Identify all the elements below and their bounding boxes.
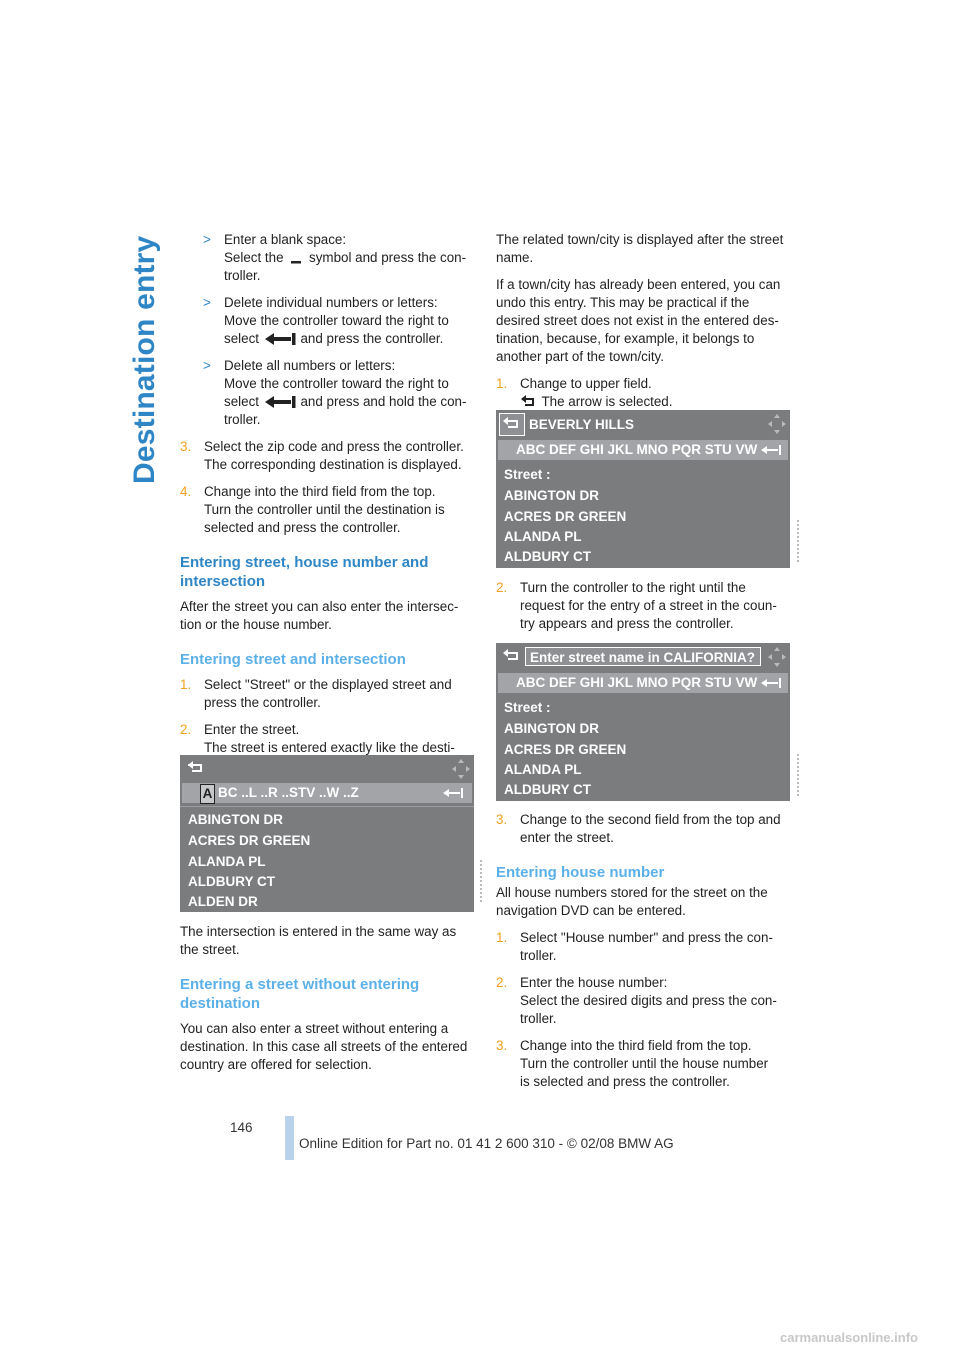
left-column	[180, 231, 476, 784]
nav-screen-country-street	[496, 643, 790, 801]
street-list-item[interactable]: ALDBURY CT	[504, 782, 591, 797]
street-list-item[interactable]: ALDBURY CT	[504, 549, 591, 564]
street-label[interactable]: Street :	[504, 467, 551, 482]
subsection-heading: Entering street and intersection	[180, 651, 406, 668]
subsection-heading: Entering house number	[496, 864, 665, 881]
step-text: is selected and press the controller.	[520, 1074, 730, 1089]
street-label[interactable]: Street :	[504, 700, 551, 715]
back-arrow-icon	[502, 417, 522, 431]
street-list-item[interactable]: ALDEN DR	[188, 894, 258, 909]
step-text: selected and press the controller.	[204, 520, 401, 535]
bullet-text: Delete individual numbers or letters:	[224, 295, 438, 310]
step-text: try appears and press the controller.	[520, 616, 734, 631]
left-column-lower	[180, 923, 476, 1083]
step-number: 2.	[496, 580, 508, 595]
paragraph: You can also enter a street without entering a destination. In this case all streets of the entered country are offered for selection.	[180, 1021, 468, 1072]
step-text: Change into the third field from the top.	[204, 484, 436, 499]
section-heading: Entering street, house number and intersection	[180, 554, 429, 590]
street-list-item[interactable]: ALANDA PL	[504, 762, 582, 777]
back-arrow-icon	[186, 760, 206, 776]
image-code-mark	[794, 752, 802, 798]
step-text: Turn the controller until the house number	[520, 1056, 769, 1071]
step-text: Change to upper field.	[520, 376, 652, 391]
page-number: 146	[230, 1120, 253, 1135]
street-list-item[interactable]: ACRES DR GREEN	[504, 742, 627, 757]
bullet-text-part: and press the controller.	[300, 331, 444, 346]
backspace-icon	[263, 331, 297, 347]
right-column-mid	[496, 579, 792, 642]
bullet-text-part: select	[224, 394, 259, 409]
step-text: Enter the house number:	[520, 975, 668, 990]
step-text: Select "House number" and press the con-	[520, 930, 773, 945]
bullet-text: troller.	[224, 412, 261, 427]
street-list-item[interactable]: ALDBURY CT	[188, 874, 275, 889]
bullet-delete-individual	[180, 294, 476, 348]
right-column	[496, 231, 792, 420]
back-arrow-selected[interactable]	[499, 413, 525, 436]
house-step-1	[496, 929, 792, 965]
controller-icon	[451, 758, 471, 780]
street-list-item[interactable]: ACRES DR GREEN	[188, 833, 311, 848]
paragraph: The intersection is entered in the same way as the street.	[180, 924, 457, 957]
street-list-item[interactable]: ALANDA PL	[504, 529, 582, 544]
street-list-item[interactable]: ABINGTON DR	[504, 721, 600, 736]
paragraph: After the street you can also enter the intersec-tion or the house number.	[180, 599, 459, 632]
bullet-delete-all	[180, 357, 476, 429]
step-text: Turn the controller until the destination is	[204, 502, 445, 517]
backspace-icon	[263, 394, 297, 410]
street-list-item[interactable]: ABINGTON DR	[504, 488, 600, 503]
alphabet-letters[interactable]: ABC DEF GHI JKL MNO PQR STU VW	[516, 675, 758, 690]
step-3	[180, 438, 476, 474]
alphabet-letters[interactable]: BC ..L ..R ..STV ..W ..Z	[218, 785, 359, 800]
nav-screen-beverly-hills	[496, 410, 790, 568]
paragraph: All house numbers stored for the street on the navigation DVD can be entered.	[496, 885, 768, 918]
street-list-item[interactable]: ACRES DR GREEN	[504, 509, 627, 524]
enter-street-request[interactable]: Enter street name in CALIFORNIA?	[525, 647, 761, 666]
bullet-text	[224, 249, 476, 267]
bullet-glyph: >	[203, 295, 211, 310]
bullet-text-part: and press and hold the con-	[300, 394, 467, 409]
bullet-text-part: Select the	[224, 250, 284, 265]
footer-text: Online Edition for Part no. 01 41 2 600 310 - © 02/08 BMW AG	[299, 1136, 674, 1151]
paragraph: The related town/city is displayed after the street name.	[496, 232, 784, 265]
step-text: Turn the controller to the right until the	[520, 580, 746, 595]
alphabet-bar[interactable]	[498, 673, 788, 693]
image-code-mark	[477, 858, 485, 904]
paragraph: If a town/city has already been entered, you can undo this entry. This may be practical if the desired street does not exist in the entered des-tination, because, for example, it belongs to another part of the town/city.	[496, 277, 781, 364]
nav-screen-street-entry	[180, 755, 474, 912]
back-arrow-icon[interactable]	[502, 649, 522, 663]
step-number: 1.	[180, 677, 192, 692]
step-number: 1.	[496, 930, 508, 945]
bullet-text: troller.	[224, 268, 261, 283]
step-text: The street is entered exactly like the desti-	[204, 740, 455, 755]
backspace-icon[interactable]	[760, 677, 782, 689]
step-text: Select "Street" or the displayed street and	[204, 677, 452, 692]
bullet-text: Enter a blank space:	[224, 232, 347, 247]
alphabet-bar[interactable]	[498, 440, 788, 460]
image-code-mark	[794, 518, 802, 564]
step-4	[180, 483, 476, 537]
street-step-1	[180, 676, 476, 712]
backspace-icon[interactable]	[442, 787, 464, 799]
undo-step-1	[496, 375, 792, 411]
backspace-icon[interactable]	[760, 444, 782, 456]
street-list-item[interactable]: ALANDA PL	[188, 854, 266, 869]
step-text: Select the zip code and press the controller.	[204, 439, 464, 454]
footer-accent-bar	[285, 1116, 294, 1160]
bullet-text: Move the controller toward the right to	[224, 313, 449, 328]
step-text: troller.	[520, 948, 557, 963]
underscore-icon	[287, 252, 305, 264]
step-text: Enter the street.	[204, 722, 300, 737]
bullet-text: Delete all numbers or letters:	[224, 358, 396, 373]
bullet-text	[224, 393, 476, 411]
undo-step-2	[496, 579, 792, 633]
back-arrow-icon	[520, 395, 538, 409]
step-number: 1.	[496, 376, 508, 391]
step-text: enter the street.	[520, 830, 614, 845]
step-number: 4.	[180, 484, 192, 499]
street-list-item[interactable]: ABINGTON DR	[188, 812, 284, 827]
bullet-text	[224, 330, 476, 348]
bullet-text: Move the controller toward the right to	[224, 376, 449, 391]
step-text: troller.	[520, 1011, 557, 1026]
step-number: 2.	[496, 975, 508, 990]
right-column-lower	[496, 811, 792, 1100]
step-number: 3.	[496, 1038, 508, 1053]
step-text: press the controller.	[204, 695, 321, 710]
step-number: 3.	[496, 812, 508, 827]
controller-icon	[767, 646, 787, 668]
bullet-glyph: >	[203, 232, 211, 247]
step-text: request for the entry of a street in the coun-	[520, 598, 777, 613]
step-text: Select the desired digits and press the con-	[520, 993, 777, 1008]
step-text-part: The arrow is selected.	[541, 394, 673, 409]
alphabet-letters[interactable]: ABC DEF GHI JKL MNO PQR STU VW	[516, 442, 758, 457]
step-number: 3.	[180, 439, 192, 454]
bullet-text-part: select	[224, 331, 259, 346]
bullet-glyph: >	[203, 358, 211, 373]
house-step-2	[496, 974, 792, 1028]
undo-step-3	[496, 811, 792, 847]
alphabet-cursor[interactable]: A	[200, 784, 215, 804]
side-title: Destination entry	[128, 235, 161, 484]
step-number: 2.	[180, 722, 192, 737]
step-text: Change to the second field from the top and	[520, 812, 781, 827]
bullet-blank-space	[180, 231, 476, 285]
step-text: Change into the third field from the top.	[520, 1038, 752, 1053]
bullet-text-part: symbol and press the con-	[309, 250, 467, 265]
alphabet-bar[interactable]	[182, 783, 472, 803]
house-step-3	[496, 1037, 792, 1091]
controller-icon	[767, 413, 787, 435]
town-title[interactable]: BEVERLY HILLS	[529, 417, 635, 432]
step-text	[520, 393, 792, 411]
watermark: carmanualsonline.info	[780, 1330, 918, 1345]
divider	[180, 806, 474, 807]
step-text: The corresponding destination is displayed.	[204, 457, 462, 472]
subsection-heading: Entering a street without entering destination	[180, 976, 420, 1012]
